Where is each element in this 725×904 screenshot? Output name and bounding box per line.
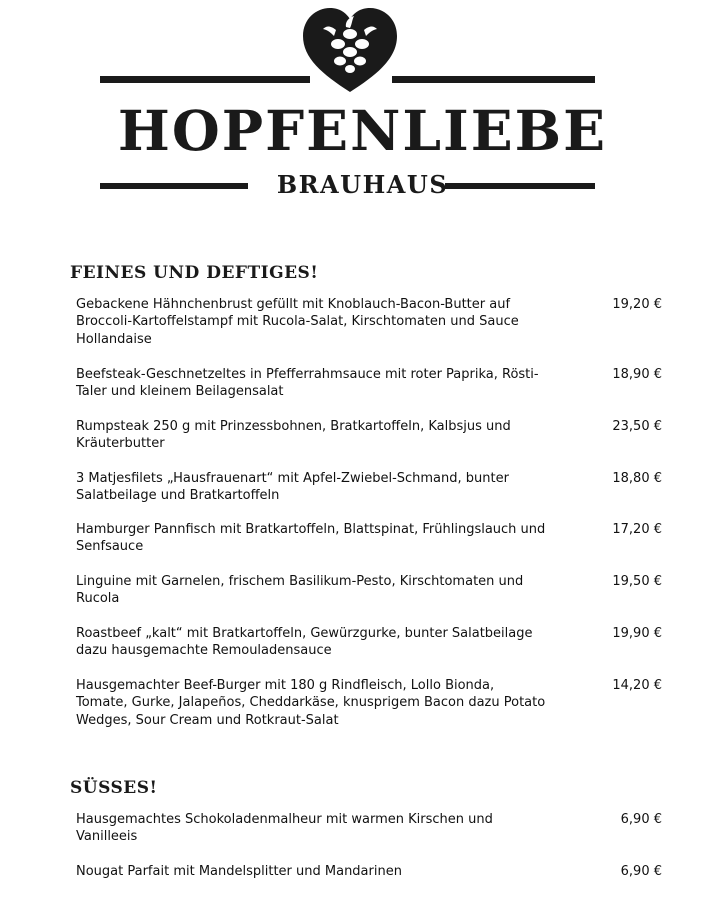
item-price: 17,20 € bbox=[612, 522, 662, 537]
item-description: 3 Matjesfilets „Hausfrauenart“ mit Apfel-Zwiebel-Schmand, bunter Salatbeilage und Bratkartoffeln bbox=[76, 471, 509, 504]
section-title-suesses: SÜSSES! bbox=[70, 778, 158, 798]
item-price: 19,50 € bbox=[612, 574, 662, 589]
menu-item bbox=[76, 521, 666, 556]
menu-item bbox=[76, 863, 666, 880]
item-price: 6,90 € bbox=[620, 864, 662, 879]
section-title-feines: FEINES UND DEFTIGES! bbox=[70, 263, 319, 283]
item-price: 14,20 € bbox=[612, 678, 662, 693]
item-price: 19,90 € bbox=[612, 626, 662, 641]
item-description: Beefsteak-Geschnetzeltes in Pfefferrahmsauce mit roter Paprika, Rösti-Taler und kleinem Beilagensalat bbox=[76, 367, 539, 400]
brand-logo bbox=[0, 0, 725, 210]
item-price: 19,20 € bbox=[612, 297, 662, 312]
item-description: Gebackene Hähnchenbrust gefüllt mit Knoblauch-Bacon-Butter auf Broccoli-Kartoffelstampf mit Rucola-Salat, Kirschtomaten und Sauce Hollandaise bbox=[76, 297, 519, 347]
item-description: Rumpsteak 250 g mit Prinzessbohnen, Bratkartoffeln, Kalbsjus und Kräuterbutter bbox=[76, 419, 511, 452]
item-description: Hausgemachtes Schokoladenmalheur mit warmen Kirschen und Vanilleeis bbox=[76, 812, 493, 845]
menu-item bbox=[76, 677, 666, 729]
item-price: 18,90 € bbox=[612, 367, 662, 382]
menu-item bbox=[76, 573, 666, 608]
menu-item bbox=[76, 625, 666, 660]
item-description: Hausgemachter Beef-Burger mit 180 g Rindfleisch, Lollo Bionda, Tomate, Gurke, Jalapeños, Cheddarkäse, knusprigem Bacon dazu Potato Wedges, Sour Cream und Rotkraut-Salat bbox=[76, 678, 546, 728]
menu-item bbox=[76, 470, 666, 505]
menu-item bbox=[76, 418, 666, 453]
menu-item bbox=[76, 296, 666, 348]
item-price: 6,90 € bbox=[620, 812, 662, 827]
item-description: Nougat Parfait mit Mandelsplitter und Mandarinen bbox=[76, 864, 402, 879]
menu-item bbox=[76, 366, 666, 401]
brand-subtitle: BRAUHAUS bbox=[276, 170, 449, 199]
item-description: Hamburger Pannfisch mit Bratkartoffeln, Blattspinat, Frühlingslauch und Senfsauce bbox=[76, 522, 546, 555]
item-price: 18,80 € bbox=[612, 471, 662, 486]
brand-title: HOPFENLIEBE bbox=[117, 98, 608, 163]
item-price: 23,50 € bbox=[612, 419, 662, 434]
item-description: Roastbeef „kalt“ mit Bratkartoffeln, Gewürzgurke, bunter Salatbeilage dazu hausgemachte Remouladensauce bbox=[76, 626, 533, 659]
menu-item bbox=[76, 811, 666, 846]
item-description: Linguine mit Garnelen, frischem Basilikum-Pesto, Kirschtomaten und Rucola bbox=[76, 574, 524, 607]
